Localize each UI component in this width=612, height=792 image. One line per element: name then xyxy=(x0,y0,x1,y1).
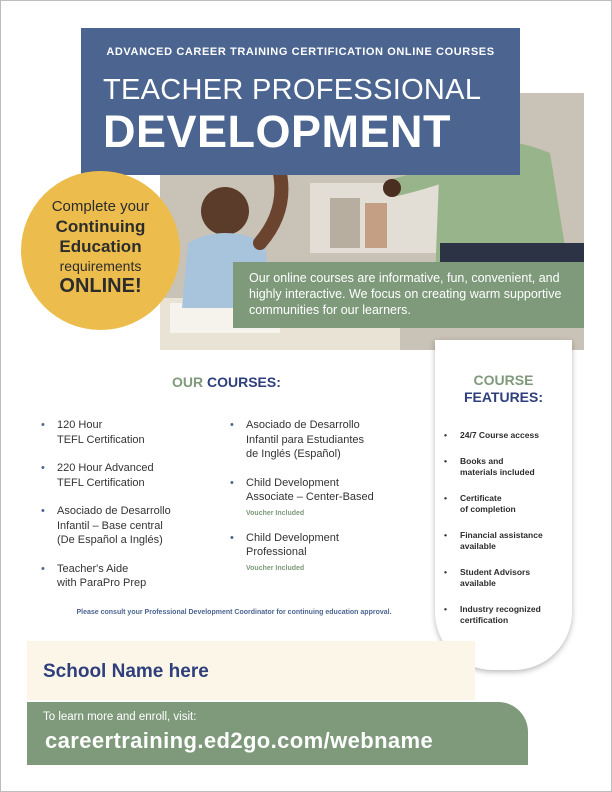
feature-item-line: Books and xyxy=(460,455,504,466)
course-item xyxy=(41,418,171,447)
course-item-line: Child Development xyxy=(246,531,339,544)
course-item xyxy=(230,418,374,462)
course-item-line: TEFL Certification xyxy=(57,476,145,489)
school-name-band xyxy=(27,641,475,700)
course-item-line: 220 Hour Advanced xyxy=(57,462,154,474)
circle-line2-3 xyxy=(21,217,180,257)
course-features-panel xyxy=(435,340,572,670)
header-subtitle xyxy=(81,46,520,58)
feature-item-line: materials included xyxy=(460,467,535,477)
course-item-line: Professional xyxy=(246,546,307,558)
courses-heading-part1: OUR xyxy=(172,374,207,390)
course-item-line: with ParaPro Prep xyxy=(57,577,147,589)
header-title-line1: TEACHER PROFESSIONAL xyxy=(103,74,482,106)
feature-item-line: Student Advisors xyxy=(460,566,531,577)
enroll-band xyxy=(27,702,528,765)
circle-line2: Continuing xyxy=(55,217,146,236)
circle-line5: ONLINE! xyxy=(59,275,142,297)
voucher-note: Voucher Included xyxy=(246,509,305,517)
course-item xyxy=(230,531,374,574)
course-item-line: Asociado de Desarrollo xyxy=(246,419,360,431)
circle-line3: Education xyxy=(59,237,142,256)
voucher-note: Voucher Included xyxy=(246,564,305,572)
feature-item xyxy=(444,567,568,590)
course-item-line: Teacher's Aide xyxy=(57,562,129,575)
course-item-line: TEFL Certification xyxy=(57,433,145,446)
header-title-line2: DEVELOPMENT xyxy=(103,106,452,157)
course-item xyxy=(41,504,171,548)
course-item-line: (De Español a Inglés) xyxy=(57,534,163,546)
feature-item xyxy=(444,430,568,442)
school-name: School Name here xyxy=(43,661,209,682)
course-item-line: de Inglés (Español) xyxy=(246,448,341,460)
course-item-line: Child Development xyxy=(246,476,339,489)
course-item-line: Infantil para Estudiantes xyxy=(246,433,365,446)
courses-heading xyxy=(172,374,281,390)
intro-text-box xyxy=(233,262,584,328)
features-heading xyxy=(435,372,572,406)
feature-item-line: available xyxy=(460,578,496,588)
courses-column-2 xyxy=(230,418,374,574)
circle-line4: requirements xyxy=(59,258,142,274)
course-item xyxy=(41,562,171,591)
feature-item-line: Industry recognized xyxy=(460,603,541,614)
course-item xyxy=(41,461,171,490)
feature-item xyxy=(444,530,568,553)
header-subtitle-part1: ADVANCED CAREER TRAINING CERTIFICATION xyxy=(106,46,388,58)
feature-item-line: Certificate xyxy=(460,492,502,503)
feature-item-line: 24/7 Course access xyxy=(460,430,539,440)
courses-column-1 xyxy=(41,418,171,591)
courses-heading-part2: COURSES: xyxy=(207,374,281,390)
intro-text: Our online courses are informative, fun, convenient, and highly interactive. We focus on creating warm supportive communities for our learners. xyxy=(249,271,562,317)
features-heading-line1: COURSE xyxy=(473,372,534,388)
course-item xyxy=(230,476,374,519)
course-item-line: Asociado de Desarrollo xyxy=(57,505,171,517)
feature-item-line: of completion xyxy=(460,504,516,514)
course-item-line: Associate – Center-Based xyxy=(246,491,374,503)
header-banner xyxy=(81,28,520,175)
feature-item xyxy=(444,604,568,627)
feature-item xyxy=(444,456,568,479)
header-subtitle-part2: ONLINE COURSES xyxy=(387,46,495,58)
feature-item xyxy=(444,493,568,516)
circle-line1: Complete your xyxy=(51,198,150,215)
feature-item-line: available xyxy=(460,541,496,551)
feature-item-line: Financial assistance xyxy=(460,529,543,540)
consult-note: Please consult your Professional Development Coordinator for continuing education approval. xyxy=(76,609,392,616)
continuing-education-circle xyxy=(21,171,180,330)
features-list xyxy=(444,430,568,627)
course-item-line: Infantil – Base central xyxy=(57,519,163,532)
course-item-line: 120 Hour xyxy=(57,419,103,431)
enroll-url-link[interactable]: careertraining.ed2go.com/webname xyxy=(45,728,434,753)
features-heading-line2: FEATURES: xyxy=(463,389,544,405)
enroll-label: To learn more and enroll, visit: xyxy=(43,711,197,723)
feature-item-line: certification xyxy=(460,615,509,625)
